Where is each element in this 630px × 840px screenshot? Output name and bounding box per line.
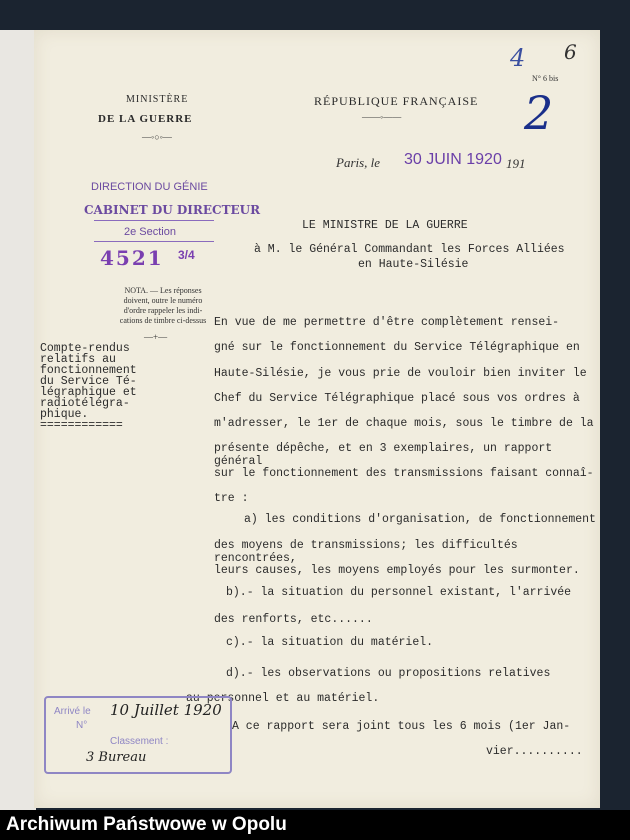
classement-value: 3 Bureau (86, 750, 147, 765)
date-stamp: 30 JUIN 1920 (404, 151, 502, 168)
ornament-center: ——◦—— (362, 112, 402, 122)
direction-stamp-line1: DIRECTION DU GÉNIE (91, 181, 208, 193)
subject-block (40, 343, 137, 431)
body-line: des renforts, etc...... (214, 613, 373, 626)
body-line: sur le fonctionnement des transmissions faisant connaî- (214, 467, 594, 480)
nota-line: cations de timbre ci-dessus (119, 316, 207, 325)
body-line: m'adresser, le 1er de chaque mois, sous le timbre de la (214, 417, 594, 430)
subject-underline: ============ (40, 419, 123, 432)
body-line: Chef du Service Télégraphique placé sous vos ordres à (214, 392, 580, 405)
subject-line: relatifs au (40, 353, 116, 366)
nota-line: NOTA. — Les réponses (124, 286, 202, 295)
arrival-stamp (44, 696, 232, 774)
body-line: leurs causes, les moyens employés pour les surmonter. (214, 564, 580, 577)
body-line: tre : (214, 492, 249, 505)
addressee-line1: à M. le Général Commandant les Forces Alliées (254, 243, 565, 256)
body-line: vier.......... (486, 745, 583, 758)
folio-large-mark: 2 (524, 86, 554, 140)
folio-strike-mark: 4 (510, 44, 526, 72)
arrival-number-label: N° (76, 720, 88, 731)
ministry-line2: DE LA GUERRE (98, 113, 193, 125)
sender-heading: LE MINISTRE DE LA GUERRE (302, 219, 468, 232)
subject-line: Compte-rendus (40, 342, 130, 355)
folio-small-mark: 6 (564, 40, 577, 64)
stamp-divider (94, 220, 214, 221)
registration-number: 4521 (100, 246, 164, 270)
nota-line: d'ordre rappeler les indi- (123, 306, 203, 315)
republic-heading: RÉPUBLIQUE FRANÇAISE (314, 94, 479, 108)
body-line: présente dépêche, et en 3 exemplaires, un rapport général (214, 442, 553, 468)
subject-line: phique. (40, 408, 89, 421)
registration-fraction: 3/4 (178, 248, 195, 262)
classement-label: Classement : (110, 736, 169, 747)
addressee-line2: en Haute-Silésie (358, 258, 469, 271)
underlying-sheet (0, 30, 36, 810)
nota-ornament: —+— (144, 332, 168, 342)
subject-line: du Service Té- (40, 375, 137, 388)
archive-footer: Archiwum Państwowe w Opolu (0, 810, 630, 840)
body-line: A ce rapport sera joint tous les 6 mois (1er Jan- (232, 720, 571, 733)
nota-line: doivent, outre le numéro (123, 296, 203, 305)
direction-stamp-line2: CABINET DU DIRECTEUR (84, 203, 261, 217)
arrival-date: 10 Juillet 1920 (110, 701, 222, 719)
arrival-label: Arrivé le (54, 706, 91, 717)
body-line: gné sur le fonctionnement du Service Télégraphique en (214, 341, 580, 354)
direction-stamp-line3: 2e Section (124, 226, 176, 238)
body-line: d).- les observations ou propositions relatives (226, 667, 551, 680)
body-line: En vue de me permettre d'être complètement rensei- (214, 316, 560, 329)
body-line: c).- la situation du matériel. (226, 636, 434, 649)
document-page (34, 30, 600, 808)
stamp-divider-2 (94, 241, 214, 242)
body-line: b).- la situation du personnel existant, l'arrivée (226, 586, 572, 599)
place-label: Paris, le (336, 155, 381, 170)
subject-line: radiotélégra- (40, 397, 130, 410)
body-line: Haute-Silésie, je vous prie de vouloir bien inviter le (214, 367, 587, 380)
subject-line: légraphique et (40, 386, 137, 399)
body-line: des moyens de transmissions; les difficultés rencontrées, (214, 539, 518, 565)
nota-block (118, 286, 208, 326)
ornament-left: —◦○◦— (142, 132, 172, 142)
folio-printed: N° 6 bis (532, 74, 559, 83)
subject-line: fonctionnement (40, 364, 137, 377)
ministry-line1: MINISTÈRE (126, 94, 189, 105)
year-suffix: 191 (506, 156, 526, 171)
body-line: au personnel et au matériel. (186, 692, 380, 705)
body-line: a) les conditions d'organisation, de fonctionnement (244, 513, 596, 526)
